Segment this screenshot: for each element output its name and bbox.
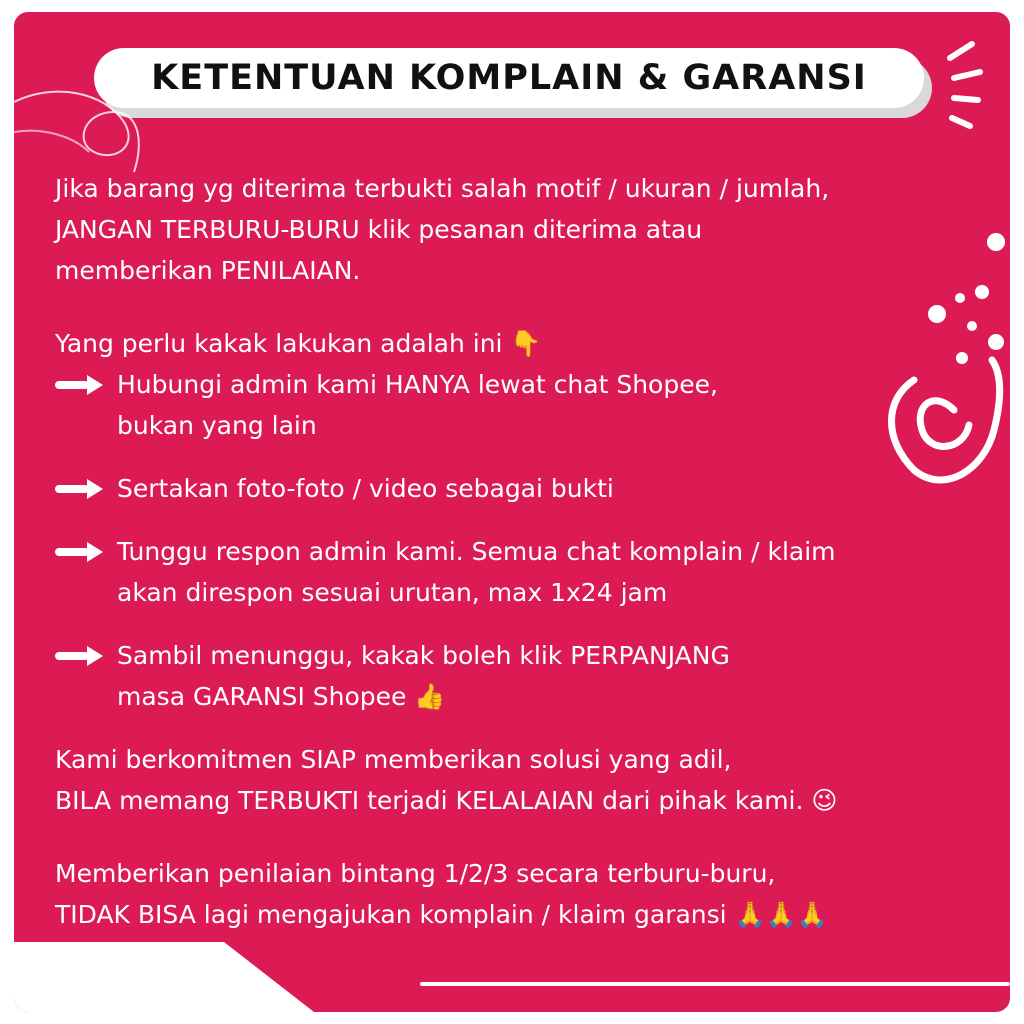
- step-text: masa GARANSI Shopee 👍: [117, 682, 446, 711]
- page-title: KETENTUAN KOMPLAIN & GARANSI: [151, 58, 867, 98]
- content-body: [55, 168, 955, 935]
- sparkle-decoration-top-right: [940, 38, 1000, 138]
- step-text: Tunggu respon admin kami. Semua chat komplain / klaim: [117, 537, 836, 566]
- arrow-right-icon: [55, 364, 105, 405]
- intro-line: JANGAN TERBURU-BURU klik pesanan diterima atau: [55, 215, 703, 244]
- step-text: Sambil menunggu, kakak boleh klik PERPANJANG: [117, 641, 730, 670]
- step-text: Hubungi admin kami HANYA lewat chat Shopee,: [117, 370, 718, 399]
- step-text: akan direspon sesuai urutan, max 1x24 jam: [117, 578, 668, 607]
- intro-line: memberikan PENILAIAN.: [55, 256, 361, 285]
- steps-heading: Yang perlu kakak lakukan adalah ini 👇: [55, 329, 542, 358]
- corner-pattern: [14, 942, 314, 1012]
- swirl-decoration-top-left: [14, 72, 154, 182]
- arrow-right-icon: [55, 635, 105, 676]
- step-text: bukan yang lain: [117, 411, 317, 440]
- title-pill: [94, 48, 924, 108]
- intro-line: Jika barang yg diterima terbukti salah motif / ukuran / jumlah,: [55, 174, 830, 203]
- step-item: [55, 468, 955, 509]
- commitment-line: Kami berkomitmen SIAP memberikan solusi yang adil,: [55, 745, 732, 774]
- warning-line: TIDAK BISA lagi mengajukan komplain / klaim garansi 🙏🙏🙏: [55, 900, 828, 929]
- commitment-line: BILA memang TERBUKTI terjadi KELALAIAN dari pihak kami. 😉: [55, 786, 838, 815]
- step-item: [55, 531, 955, 613]
- step-text: Sertakan foto-foto / video sebagai bukti: [117, 474, 614, 503]
- bottom-divider-line: [420, 982, 1010, 986]
- arrow-right-icon: [55, 531, 105, 572]
- arrow-right-icon: [55, 468, 105, 509]
- step-item: [55, 635, 955, 717]
- step-item: [55, 364, 955, 446]
- warning-line: Memberikan penilaian bintang 1/2/3 secara terburu-buru,: [55, 859, 776, 888]
